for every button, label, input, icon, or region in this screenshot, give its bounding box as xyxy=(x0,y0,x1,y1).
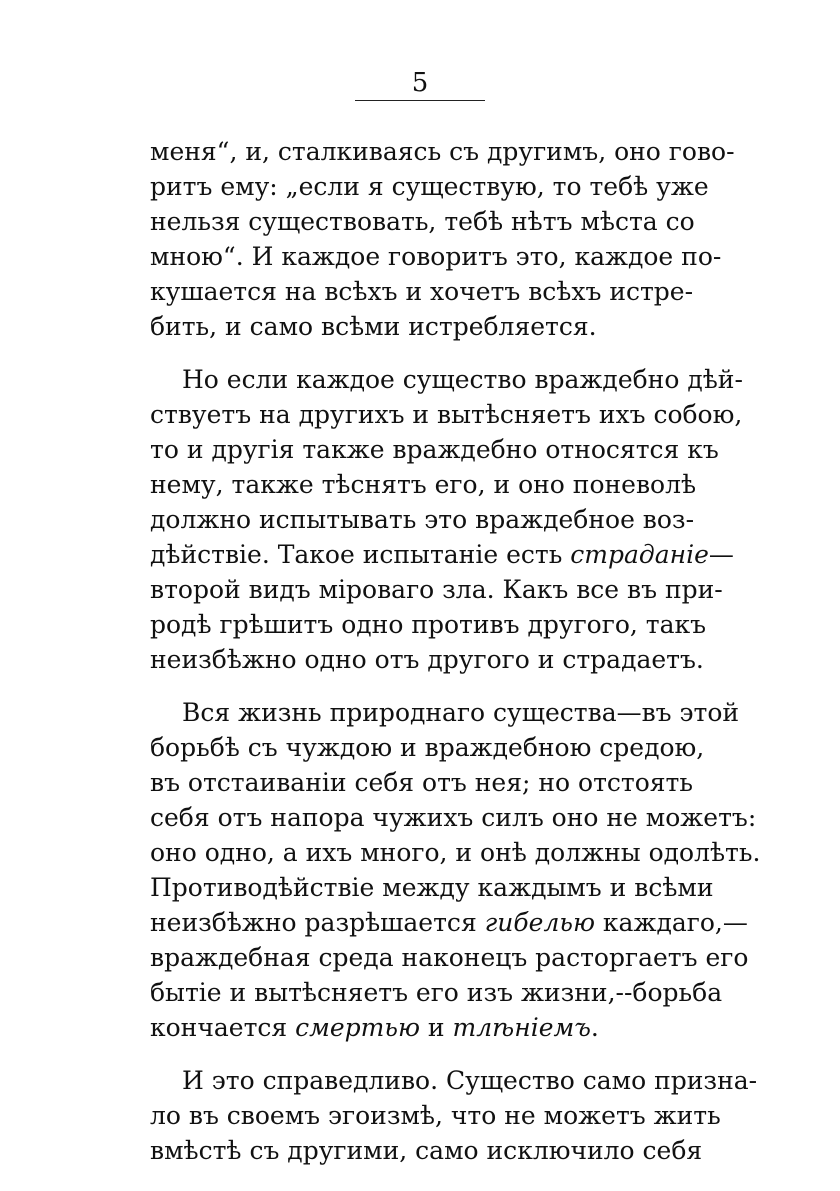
text-line: кушается на всѣхъ и хочетъ всѣхъ истре- xyxy=(150,277,694,306)
page-number: 5 xyxy=(411,68,429,98)
paragraph xyxy=(150,362,743,677)
text-line: неизбѣжно одно отъ другого и страдаетъ. xyxy=(150,645,704,674)
body-text xyxy=(150,134,761,1186)
text-line: родѣ грѣшитъ одно противъ другого, такъ xyxy=(150,610,707,639)
text-line: то и другія также враждебно относятся къ xyxy=(150,435,719,464)
text-line: второй видъ міроваго зла. Какъ все въ при- xyxy=(150,575,723,604)
text-line: меня“, и, сталкиваясь съ другимъ, оно гово- xyxy=(150,137,735,166)
text-line: ствуетъ на другихъ и вытѣсняетъ ихъ собою, xyxy=(150,400,743,429)
text-line: оно одно, а ихъ много, и онѣ должны одолѣть. xyxy=(150,838,761,867)
text-line: мною“. И каждое говоритъ это, каждое по- xyxy=(150,242,722,271)
text-line xyxy=(150,537,734,572)
italic-term: страданіе xyxy=(570,540,709,569)
text-line: вмѣстѣ съ другими, само исключило себя xyxy=(150,1136,703,1165)
text-line: бытіе и вытѣсняетъ его изъ жизни,--борьба xyxy=(150,978,723,1007)
text-line xyxy=(150,1010,688,1045)
text-line xyxy=(150,905,748,940)
text-line: нему, также тѣснятъ его, и оно поневолѣ xyxy=(150,470,697,499)
text-line: враждебная среда наконецъ расторгаетъ его xyxy=(150,943,749,972)
text-segment: кончается xyxy=(150,1013,296,1042)
text-segment: дѣйствіе. Такое испытаніе есть xyxy=(150,540,571,569)
text-line: И это справедливо. Существо само призна- xyxy=(182,1066,758,1095)
text-segment: неизбѣжно разрѣшается xyxy=(150,908,485,937)
text-line: нельзя существовать, тебѣ нѣтъ мѣста со xyxy=(150,207,695,236)
text-line: Вся жизнь природнаго существа—въ этой xyxy=(182,698,740,727)
text-line: борьбѣ съ чуждою и враждебною средою, xyxy=(150,733,705,762)
text-segment: каждаго,— xyxy=(594,908,748,937)
text-line: бить, и само всѣми истребляется. xyxy=(150,312,597,341)
text-line: въ отстаиваніи себя отъ нея; но отстоять xyxy=(150,768,693,797)
header-rule xyxy=(355,100,485,101)
paragraph xyxy=(150,134,735,344)
text-line: себя отъ напора чужихъ силъ оно не можетъ: xyxy=(150,803,757,832)
text-segment: и xyxy=(419,1013,453,1042)
paragraph xyxy=(150,1063,758,1168)
text-line: должно испытывать это враждебное воз- xyxy=(150,505,695,534)
italic-term: смертью xyxy=(295,1013,420,1042)
italic-term: тлѣніемъ xyxy=(452,1013,591,1042)
text-line: Но если каждое существо враждебно дѣй- xyxy=(182,365,743,394)
text-segment: — xyxy=(708,540,734,569)
text-line: Противодѣйствіе между каждымъ и всѣми xyxy=(150,873,714,902)
paragraph xyxy=(150,695,761,1045)
text-line: ритъ ему: „если я существую, то тебѣ уже xyxy=(150,172,709,201)
text-line: ло въ своемъ эгоизмѣ, что не можетъ жить xyxy=(150,1101,721,1130)
text-segment: . xyxy=(590,1013,599,1042)
italic-term: гибелью xyxy=(484,908,595,937)
